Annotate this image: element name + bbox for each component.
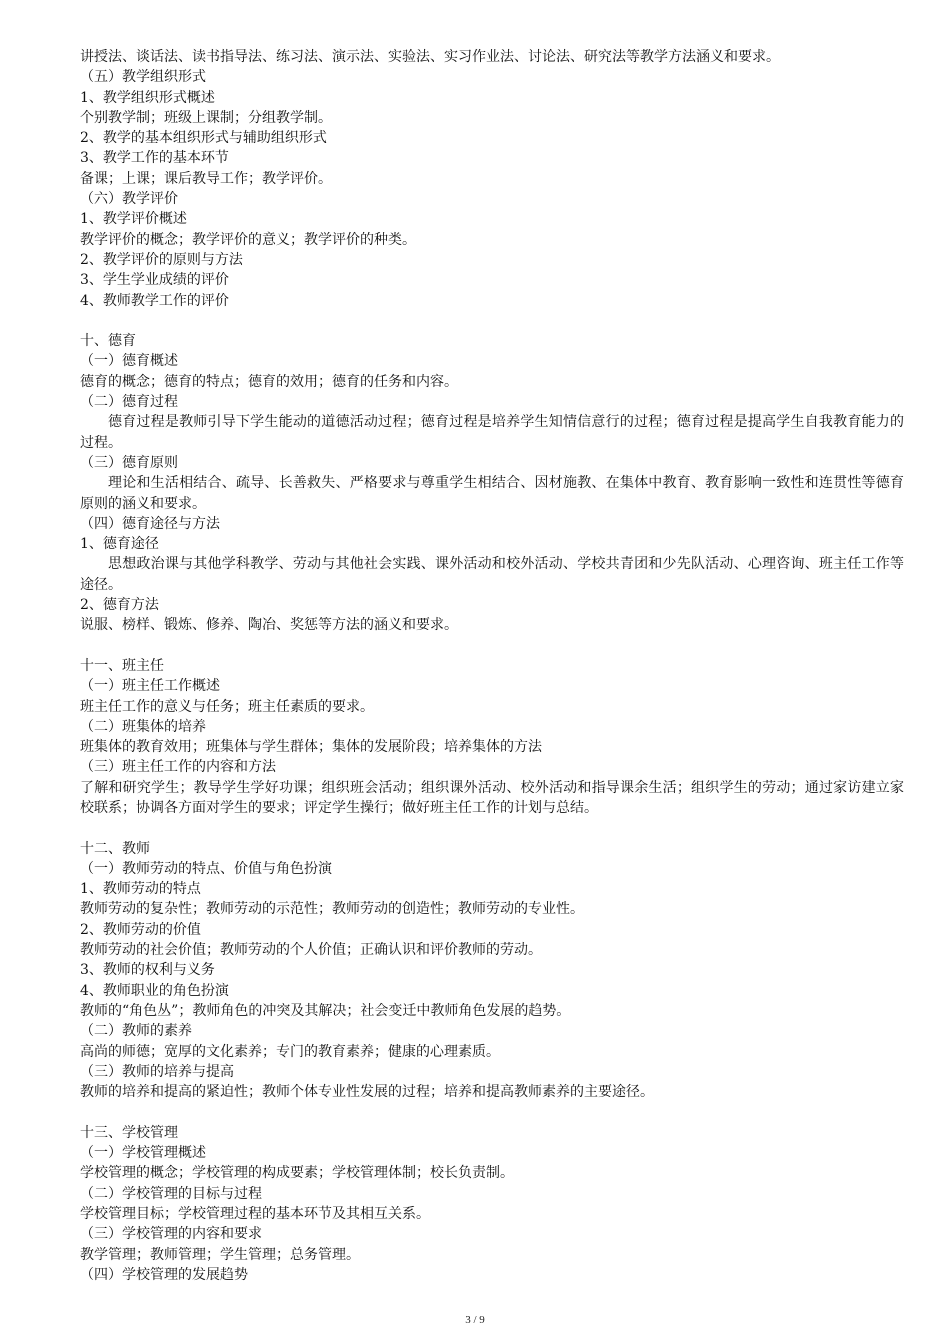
text-line: 德育的概念；德育的特点；德育的效用；德育的任务和内容。 (80, 373, 458, 390)
text-line: 学校管理的概念；学校管理的构成要素；学校管理体制；校长负责制。 (80, 1165, 514, 1182)
text-line: （一）德育概述 (80, 353, 178, 370)
text-line: 思想政治课与其他学科教学、劳动与其他社会实践、课外活动和校外活动、学校共青团和少先队活动、心理咨询、班主任工作等途径。 (80, 556, 904, 593)
text-line: （六）教学评价 (80, 191, 178, 208)
text-line: （三）班主任工作的内容和方法 (80, 759, 276, 776)
text-line: 3、教学工作的基本环节 (80, 150, 229, 167)
text-line: 了解和研究学生；教导学生学好功课；组织班会活动；组织课外活动、校外活动和指导课余生活；组织学生的劳动；通过家访建立家校联系；协调各方面对学生的要求；评定学生操行；做好班主任工作的计划与总结。 (80, 779, 904, 816)
text-line: （五）教学组织形式 (80, 69, 206, 86)
text-line: 教学评价的概念；教学评价的意义；教学评价的种类。 (80, 231, 416, 248)
text-line: 十一、班主任 (80, 657, 164, 674)
text-line: 十、德育 (80, 333, 136, 350)
text-line: （三）教师的培养与提高 (80, 1063, 234, 1080)
text-line: （一）学校管理概述 (80, 1145, 206, 1162)
text-line: （一）班主任工作概述 (80, 678, 220, 695)
text-line: 4、教师职业的角色扮演 (80, 982, 229, 999)
text-line: 2、德育方法 (80, 597, 159, 614)
blank-line (80, 636, 904, 656)
text-line: （四）德育途径与方法 (80, 515, 220, 532)
blank-line (80, 818, 904, 838)
text-line: 1、教学组织形式概述 (80, 89, 215, 106)
text-line: 教学管理；教师管理；学生管理；总务管理。 (80, 1246, 360, 1263)
text-line: （二）教师的素养 (80, 1023, 192, 1040)
text-line: 教师的培养和提高的紧迫性；教师个体专业性发展的过程；培养和提高教师素养的主要途径。 (80, 1084, 654, 1101)
text-line: （二）班集体的培养 (80, 718, 206, 735)
text-line: 德育过程是教师引导下学生能动的道德活动过程；德育过程是培养学生知情信意行的过程；德育过程是提高学生自我教育能力的过程。 (80, 414, 904, 451)
text-line: 4、教师教学工作的评价 (80, 292, 229, 309)
text-line: 2、教学的基本组织形式与辅助组织形式 (80, 130, 327, 147)
document-body (80, 47, 904, 1285)
text-line: （三）德育原则 (80, 454, 178, 471)
text-line: 教师劳动的社会价值；教师劳动的个人价值；正确认识和评价教师的劳动。 (80, 942, 542, 959)
text-line: 2、教学评价的原则与方法 (80, 251, 243, 268)
text-line: （三）学校管理的内容和要求 (80, 1226, 262, 1243)
text-line: 班主任工作的意义与任务；班主任素质的要求。 (80, 698, 374, 715)
text-line: 备课；上课；课后教导工作；教学评价。 (80, 170, 332, 187)
text-line: （四）学校管理的发展趋势 (80, 1266, 248, 1283)
text-line: 3、学生学业成绩的评价 (80, 272, 229, 289)
text-line: 2、教师劳动的价值 (80, 921, 201, 938)
text-line: 1、德育途径 (80, 536, 159, 553)
text-line: 个别教学制；班级上课制；分组教学制。 (80, 109, 332, 126)
text-line: 理论和生活相结合、疏导、长善救失、严格要求与尊重学生相结合、因材施教、在集体中教育、教育影响一致性和连贯性等德育原则的涵义和要求。 (80, 475, 904, 512)
blank-line (80, 311, 904, 331)
text-line: 3、教师的权利与义务 (80, 962, 215, 979)
text-line: 教师劳动的复杂性；教师劳动的示范性；教师劳动的创造性；教师劳动的专业性。 (80, 901, 584, 918)
text-line: 教师的“角色丛”；教师角色的冲突及其解决；社会变迁中教师角色发展的趋势。 (80, 1002, 571, 1019)
blank-line (80, 1102, 904, 1122)
text-line: （一）教师劳动的特点、价值与角色扮演 (80, 860, 332, 877)
text-line: 十二、教师 (80, 840, 150, 857)
text-line: （二）学校管理的目标与过程 (80, 1185, 262, 1202)
text-line: 学校管理目标；学校管理过程的基本环节及其相互关系。 (80, 1205, 430, 1222)
text-line: 班集体的教育效用；班集体与学生群体；集体的发展阶段；培养集体的方法 (80, 739, 542, 756)
text-line: （二）德育过程 (80, 394, 178, 411)
text-line: 高尚的师德；宽厚的文化素养；专门的教育素养；健康的心理素质。 (80, 1043, 500, 1060)
text-line: 十三、学校管理 (80, 1124, 178, 1141)
text-line: 1、教师劳动的特点 (80, 881, 201, 898)
text-line: 1、教学评价概述 (80, 211, 187, 228)
text-line: 说服、榜样、锻炼、修养、陶冶、奖惩等方法的涵义和要求。 (80, 617, 458, 634)
text-line: 讲授法、谈话法、读书指导法、练习法、演示法、实验法、实习作业法、讨论法、研究法等教学方法涵义和要求。 (80, 49, 780, 65)
page-number: 3 / 9 (465, 1314, 485, 1326)
